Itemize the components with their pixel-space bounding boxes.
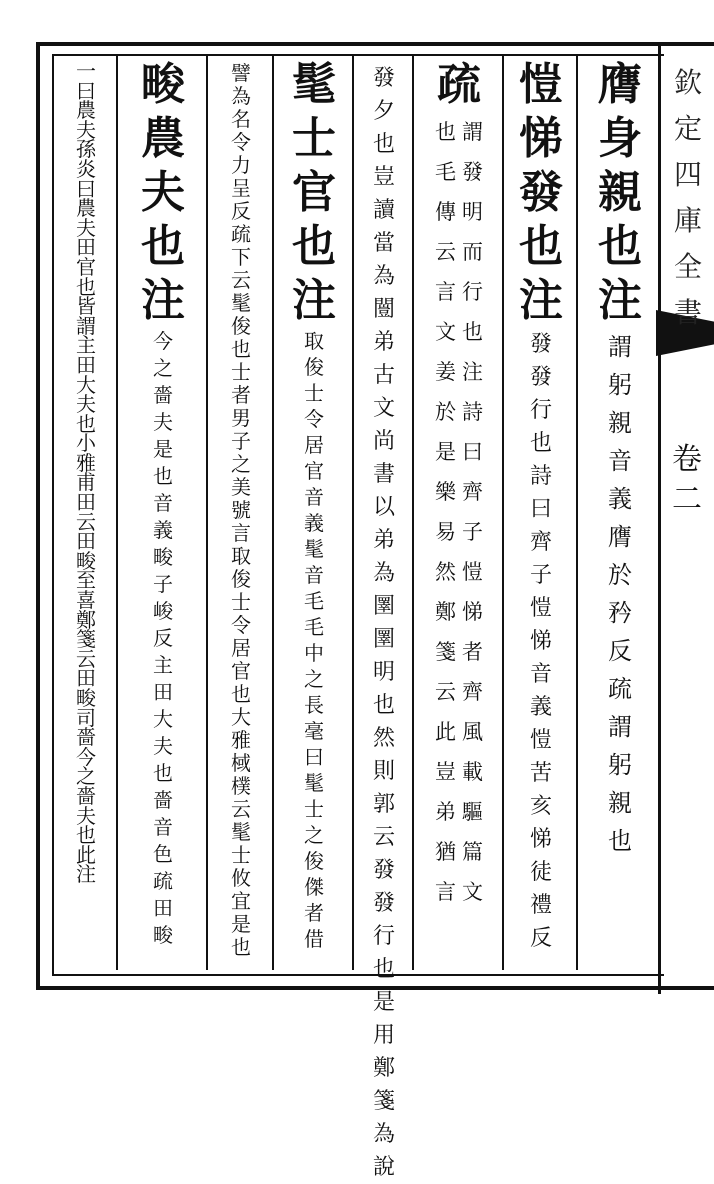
commentary-text: 謂 發 明 而 行 也 注 詩 曰 齊 子 愷 悌 者 齊 風 載 驅 篇 文 也 毛 傳 云 言 文 姜 於 是 樂 易 然 鄭 箋 云 此 豈 弟 猶 言 [435, 120, 483, 904]
column-rule [502, 56, 504, 970]
column-rule [576, 56, 578, 970]
text-column-6 [210, 62, 272, 959]
commentary-text: 謂 躬 親 音 義 膺 於 矜 反 疏 謂 躬 親 也 [608, 333, 632, 855]
text-column-3 [416, 58, 502, 912]
main-text: 畯 農 夫 也 注 [141, 59, 185, 326]
column-rule [206, 56, 208, 970]
main-text: 愷 悌 發 也 注 [519, 59, 563, 326]
text-column-1 [582, 58, 658, 860]
main-text: 疏 [437, 59, 481, 110]
column-rule [116, 56, 118, 970]
commentary-text: 一 曰 農 夫 孫 炎 曰 農 夫 田 官 也 皆 謂 主 田 大 夫 也 小 雅 甫 田 云 田 畯 至 喜 鄭 箋 云 田 畯 司 嗇 今 之 嗇 夫 也 此 注 [76, 59, 96, 887]
text-column-4 [356, 62, 412, 1184]
main-text: 髦 士 官 也 注 [292, 59, 336, 326]
column-rule [352, 56, 354, 970]
text-column-5 [276, 58, 352, 952]
text-column-8 [56, 59, 116, 887]
column-rule [412, 56, 414, 970]
commentary-text: 發 發 行 也 詩 曰 齊 子 愷 悌 音 義 愷 苦 亥 悌 徒 禮 反 [529, 332, 552, 951]
main-text: 膺 身 親 也 注 [598, 59, 642, 326]
column-rule [272, 56, 274, 970]
commentary-text: 取 俊 士 令 居 官 音 義 髦 音 毛 毛 中 之 長 毫 曰 髦 士 之 俊 傑 者 借 [304, 329, 324, 951]
spine-collection-title: 欽 定 四 庫 全 書 [673, 66, 702, 329]
commentary-text: 今 之 嗇 夫 是 也 音 義 畯 子 峻 反 主 田 大 夫 也 嗇 音 色 疏 田 畯 [153, 329, 173, 947]
text-column-2 [506, 58, 576, 955]
commentary-text: 發 夕 也 豈 讀 當 為 闓 弟 古 文 尚 書 以 弟 為 圛 圛 明 也 然 則 郭 云 發 發 行 也 是 用 鄭 箋 為 說 [372, 66, 395, 1180]
spine-volume-label: 卷 二 [672, 442, 702, 517]
text-column-7 [120, 58, 206, 949]
commentary-text: 譬 為 名 令 力 呈 反 疏 下 云 髦 俊 也 士 者 男 子 之 美 號 言 取 俊 士 令 居 官 也 大 雅 棫 樸 云 髦 士 攸 宜 是 也 [231, 61, 251, 959]
